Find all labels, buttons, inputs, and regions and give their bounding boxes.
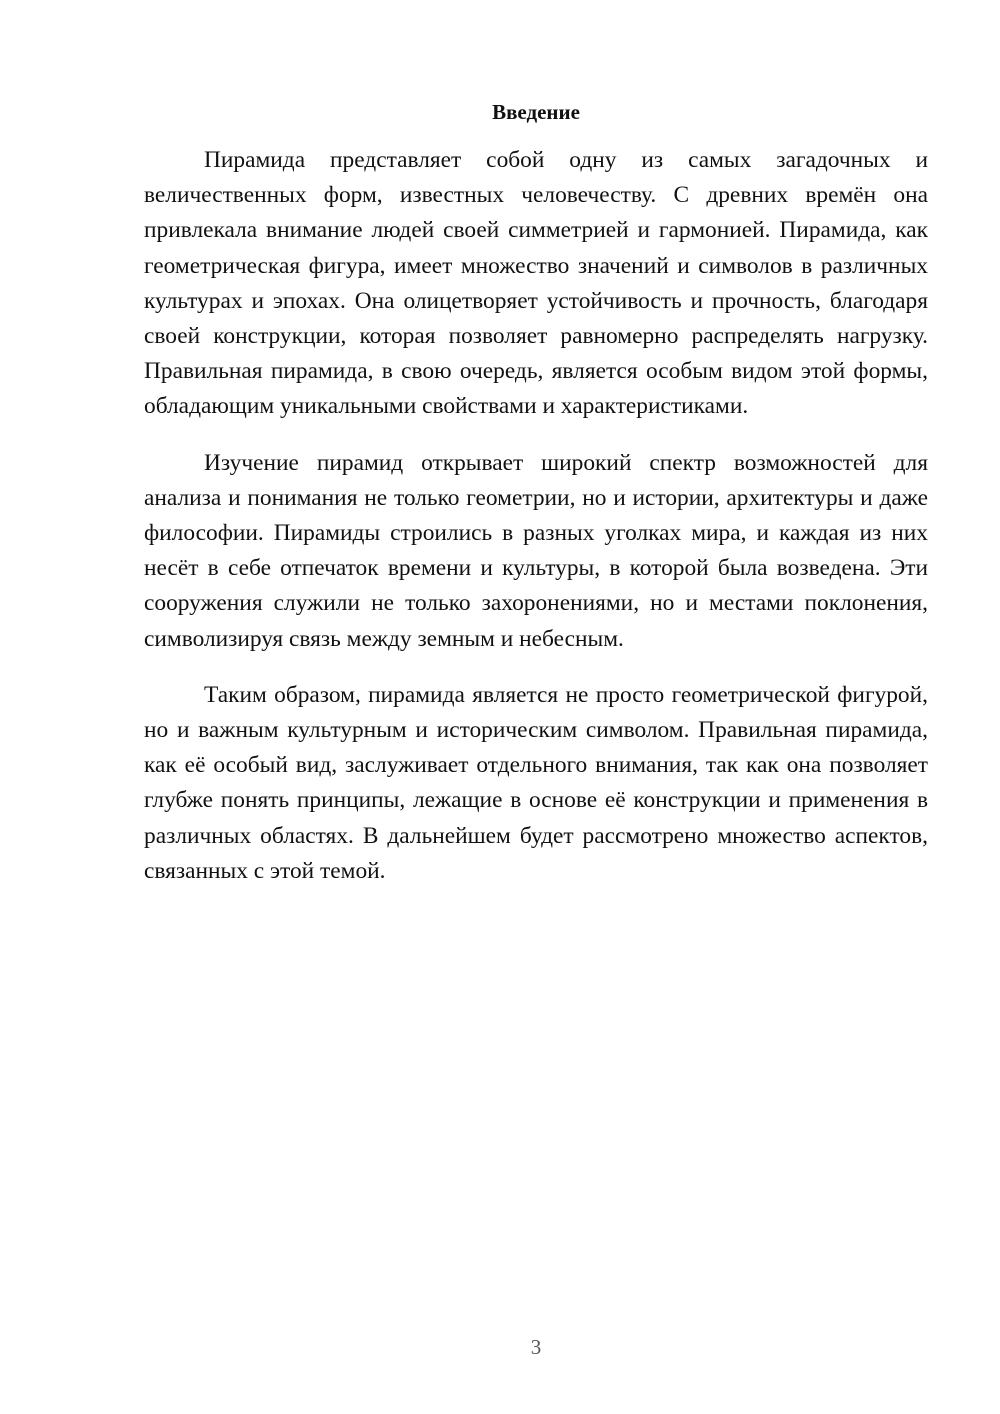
paragraph-3: Таким образом, пирамида является не просто геометрической фигурой, но и важным культурным и историческим символом. Правильная пирамида, как её особый вид, заслуживает отдельного внимания, так как она позволяет глубже понять принципы, лежащие в основе её конструкции и применения в различных областях. В дальнейшем будет рассмотрено множество аспектов, связанных с этой темой.: [144, 681, 928, 884]
body-text: [144, 143, 928, 889]
page-number: 3: [530, 1335, 542, 1359]
section-title: Введение: [492, 100, 580, 124]
paragraph-2: Изучение пирамид открывает широкий спектр возможностей для анализа и понимания не только геометрии, но и истории, архитектуры и даже философии. Пирамиды строились в разных уголках мира, и каждая из них несёт в себе отпечаток времени и культуры, в которой была возведена. Эти сооружения служили не только захоронениями, но и местами поклонения, символизируя связь между земным и небесным.: [144, 449, 928, 652]
paragraph-1: Пирамида представляет собой одну из самых загадочных и величественных форм, известных человечеству. С древних времён она привлекала внимание людей своей симметрией и гармонией. Пирамида, как геометрическая фигура, имеет множество значений и символов в различных культурах и эпохах. Она олицетворяет устойчивость и прочность, благодаря своей конструкции, которая позволяет равномерно распределять нагрузку. Правильная пирамида, в свою очередь, является особым видом этой формы, обладающим уникальными свойствами и характеристиками.: [144, 147, 928, 420]
